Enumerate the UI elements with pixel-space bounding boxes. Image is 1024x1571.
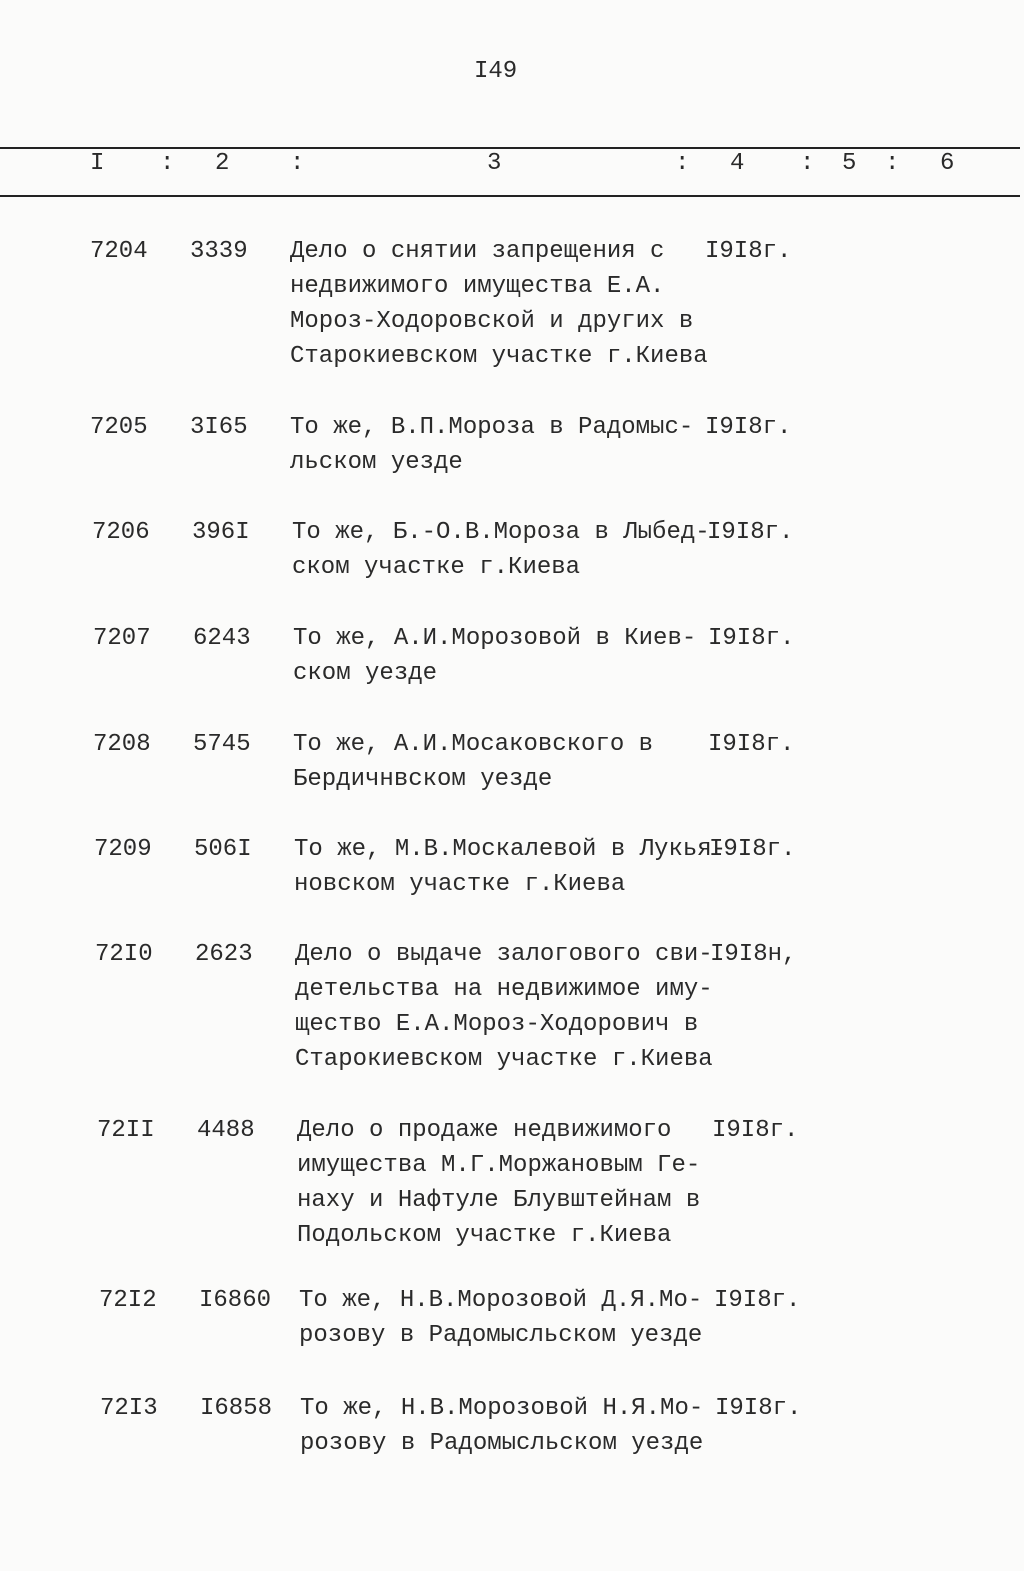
title-line: То же, А.И.Морозовой в Киев- xyxy=(293,625,697,652)
record-number: 7206 xyxy=(92,519,150,546)
title-line: ском уезде xyxy=(293,660,438,687)
record-title xyxy=(290,234,708,374)
record-year: I9I8г. xyxy=(712,1117,799,1144)
title-line: новском участке г.Киева xyxy=(294,871,626,898)
record-title xyxy=(294,832,726,902)
header-sep: : xyxy=(675,150,690,177)
header-sep: : xyxy=(290,150,305,177)
title-line: То же, Н.В.Морозовой Н.Я.Мо- xyxy=(300,1395,704,1422)
header-bottom-rule xyxy=(0,195,1020,197)
title-line: наху и Нафтуле Блувштейнам в xyxy=(297,1187,701,1214)
header-col-2: 2 xyxy=(215,150,230,177)
sheet-number: 506I xyxy=(194,836,252,863)
header-top-rule xyxy=(0,147,1020,149)
title-line: ском участке г.Киева xyxy=(292,554,581,581)
header-col-1: I xyxy=(90,150,105,177)
title-line: То же, Н.В.Морозовой Д.Я.Мо- xyxy=(299,1287,703,1314)
title-line: Старокиевском участке г.Киева xyxy=(290,343,708,370)
record-title xyxy=(290,410,693,480)
title-line: То же, М.В.Москалевой в Лукья- xyxy=(294,836,727,863)
title-line: детельства на недвижимое иму- xyxy=(295,976,713,1003)
title-line: имущества М.Г.Моржановым Ге- xyxy=(297,1152,701,1179)
title-line: льском уезде xyxy=(290,449,463,476)
record-year: I9I8г. xyxy=(714,1287,801,1314)
record-number: 7204 xyxy=(90,238,148,265)
sheet-number: 2623 xyxy=(195,941,253,968)
title-line: Старокиевском участке г.Киева xyxy=(295,1046,713,1073)
record-year: I9I8г. xyxy=(705,238,792,265)
header-col-5: 5 xyxy=(842,150,857,177)
record-year: I9I8г. xyxy=(715,1395,802,1422)
record-number: 7209 xyxy=(94,836,152,863)
title-line: недвижимого имущества Е.А. xyxy=(290,273,665,300)
record-title xyxy=(293,727,653,797)
title-line: То же, В.П.Мороза в Радомыс- xyxy=(290,414,694,441)
record-number: 7208 xyxy=(93,731,151,758)
record-title xyxy=(297,1113,700,1253)
sheet-number: 396I xyxy=(192,519,250,546)
record-number: 7205 xyxy=(90,414,148,441)
title-line: То же, Б.-О.В.Мороза в Лыбед- xyxy=(292,519,710,546)
record-year: I9I8г. xyxy=(708,731,795,758)
sheet-number: 5745 xyxy=(193,731,251,758)
header-col-4: 4 xyxy=(730,150,745,177)
record-year: I9I8г. xyxy=(709,836,796,863)
title-line: щество Е.А.Мороз-Ходорович в xyxy=(295,1011,699,1038)
record-number: 7207 xyxy=(93,625,151,652)
title-line: Подольском участке г.Киева xyxy=(297,1222,672,1249)
record-number: 72I2 xyxy=(99,1287,157,1314)
record-number: 72II xyxy=(97,1117,155,1144)
record-number: 72I0 xyxy=(95,941,153,968)
record-number: 72I3 xyxy=(100,1395,158,1422)
header-sep: : xyxy=(800,150,815,177)
record-title xyxy=(299,1283,702,1353)
title-line: Дело о продаже недвижимого xyxy=(297,1117,672,1144)
header-col-6: 6 xyxy=(940,150,955,177)
title-line: Дело о выдаче залогового сви- xyxy=(295,941,713,968)
sheet-number: I6858 xyxy=(200,1395,273,1422)
title-line: розову в Радомысльском уезде xyxy=(299,1322,703,1349)
sheet-number: 4488 xyxy=(197,1117,255,1144)
sheet-number: 3339 xyxy=(190,238,248,265)
record-year: I9I8г. xyxy=(708,625,795,652)
header-sep: : xyxy=(160,150,175,177)
record-year: I9I8г. xyxy=(707,519,794,546)
record-title xyxy=(295,937,713,1077)
title-line: То же, А.И.Мосаковского в xyxy=(293,731,654,758)
title-line: Дело о снятии запрещения с xyxy=(290,238,665,265)
record-year: I9I8н, xyxy=(710,941,797,968)
sheet-number: 3I65 xyxy=(190,414,248,441)
record-title xyxy=(292,515,710,585)
sheet-number: 6243 xyxy=(193,625,251,652)
page-number: I49 xyxy=(474,58,518,85)
header-sep: : xyxy=(885,150,900,177)
record-title xyxy=(300,1391,703,1461)
title-line: Мороз-Ходоровской и других в xyxy=(290,308,694,335)
title-line: розову в Радомысльском уезде xyxy=(300,1430,704,1457)
title-line: Бердичнвском уезде xyxy=(293,766,553,793)
header-col-3: 3 xyxy=(487,150,502,177)
sheet-number: I6860 xyxy=(199,1287,272,1314)
record-title xyxy=(293,621,696,691)
record-year: I9I8г. xyxy=(705,414,792,441)
